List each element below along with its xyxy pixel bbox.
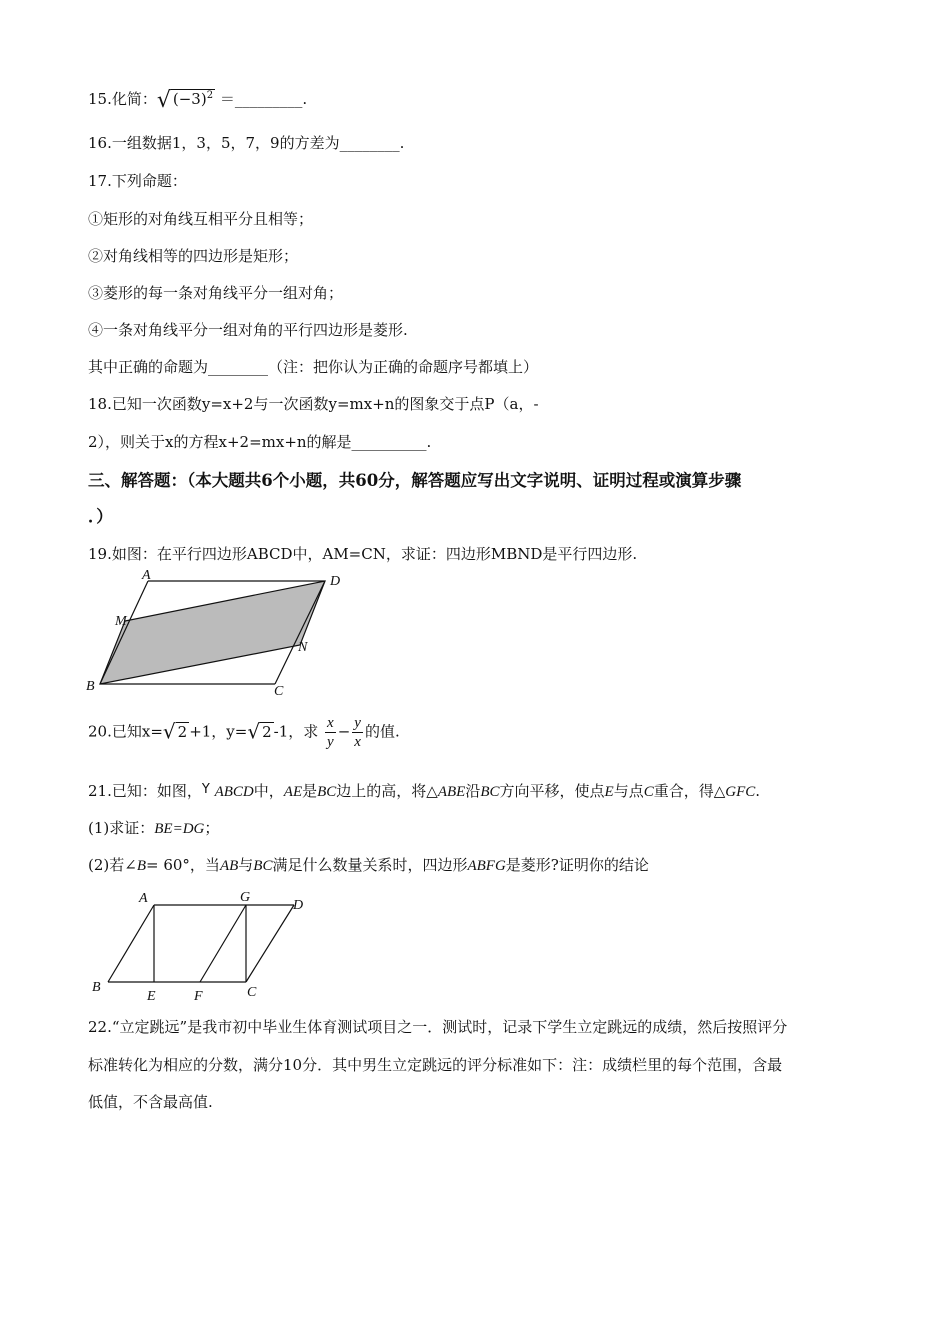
question-22-line1: 22.“立定跳远”是我市初中毕业生体育测试项目之一．测试时，记录下学生立定跳远的成绩，然后按照评分 — [88, 1018, 788, 1036]
question-15: 15.化简：√ $(-3)^2$ ＝_________. — [88, 88, 308, 113]
question-16: 16.一组数据1，3，5，7，9的方差为________. — [88, 134, 405, 152]
question-18-line2: 2），则关于x的方程x+2=mx+n的解是__________. — [88, 433, 432, 451]
label-C: C — [274, 684, 284, 699]
q15-answer-blank: _________ — [234, 90, 303, 108]
label-A: A — [142, 568, 151, 583]
question-17-head: 17.下列命题： — [88, 172, 187, 190]
question-19: 19.如图：在平行四边形ABCD中，AM=CN，求证：四边形MBND是平行四边形. — [88, 545, 638, 563]
label-D: D — [330, 574, 341, 589]
q17-item-4: ④一条对角线平分一组对角的平行四边形是菱形. — [88, 321, 408, 339]
label-B: B — [86, 679, 95, 694]
question-22-line3: 低值，不含最高值. — [88, 1093, 213, 1111]
label-N: N — [298, 640, 308, 655]
question-22-line2: 标准转化为相应的分数，满分10分．其中男生立定跳远的评分标准如下：注：成绩栏里的每个范围，含最 — [88, 1056, 783, 1074]
label-A: A — [139, 891, 148, 906]
label-C: C — [247, 985, 257, 1000]
label-E: E — [147, 989, 156, 1004]
q20-sqrt-2: 2 — [262, 722, 272, 741]
q20-fraction-2: $\frac{y}{x}$ — [354, 715, 361, 750]
label-M: M — [115, 614, 127, 629]
question-21: 21.已知：如图，Y ABCD中，AE是BC边上的高，将△ABE沿BC方向平移，使点E与点C重合，得△GFC. — [88, 782, 761, 800]
question-21-part-1: (1)求证：BE=DG； — [88, 819, 220, 837]
parallelogram-symbol: Y — [201, 782, 210, 797]
q17-item-3: ③菱形的每一条对角线平分一组对角； — [88, 284, 344, 302]
label-B: B — [92, 980, 101, 995]
q17-item-2: ②对角线相等的四边形是矩形； — [88, 247, 299, 265]
section-3-heading-cont: ．） — [88, 507, 113, 526]
q19-parallelogram-figure — [80, 565, 360, 700]
q20-fraction-1: $\frac{x}{y}$ — [327, 715, 334, 750]
q15-radicand: $(-3)^2$ — [172, 90, 214, 108]
label-D: D — [293, 898, 304, 913]
q17-item-1: ①矩形的对角线互相平分且相等； — [88, 210, 314, 228]
question-18-line1: 18.已知一次函数y=x+2与一次函数y=mx+n的图象交于点P（a，- — [88, 395, 539, 413]
label-G: G — [240, 890, 251, 905]
question-21-part-2: (2)若∠B= 60°，当AB与BC满足什么数量关系时，四边形ABFG是菱形?证明你的结论 — [88, 856, 649, 874]
section-3-heading: 三、解答题：（本大题共6个小题，共60分，解答题应写出文字说明、证明过程或演算步骤 — [88, 471, 742, 490]
q17-tail: 其中正确的命题为________（注：把你认为正确的命题序号都填上） — [88, 358, 539, 376]
label-F: F — [194, 989, 203, 1004]
q15-prefix: 15.化简： — [88, 90, 157, 108]
question-20: 20.已知x=√ 2 +1，y=√ 2 -1，求 $\frac{x}{y}$ − $\frac{y}{x}$ 的值. — [88, 715, 400, 750]
q21-parallelogram-figure — [82, 885, 322, 1005]
q20-sqrt-1: 2 — [177, 722, 188, 741]
